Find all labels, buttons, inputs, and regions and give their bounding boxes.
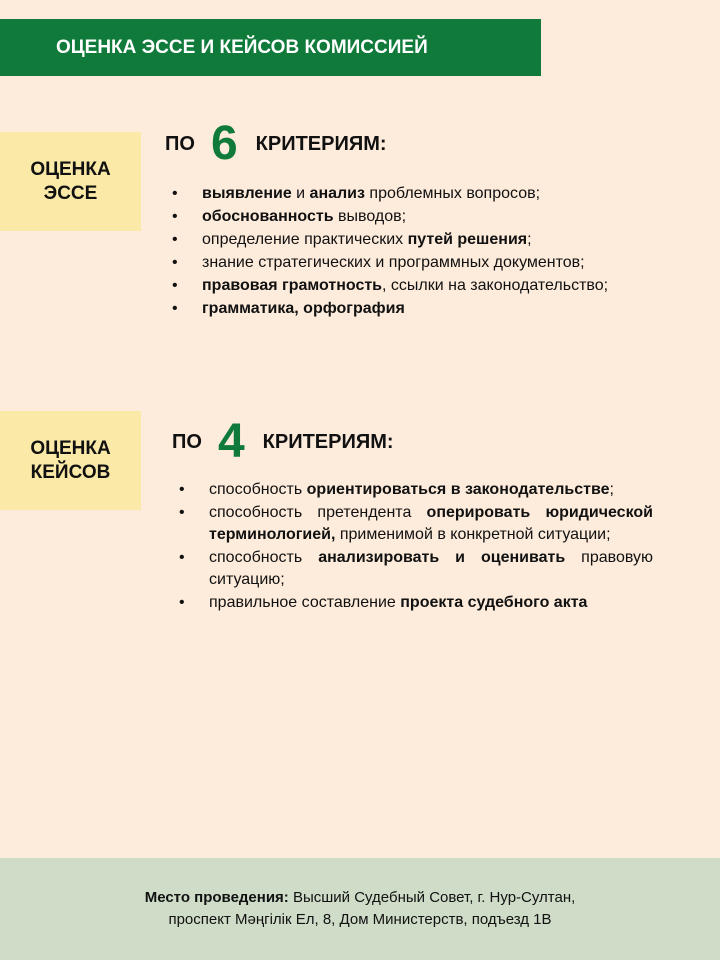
essay-label-line2: ЭССЕ [43,182,98,204]
essay-criteria-heading [165,116,387,172]
cases-criteria-heading [172,414,394,470]
bullet-icon: • [172,254,178,271]
list-item: • способность анализировать и оценивать правовую ситуацию; [179,549,653,588]
cases-heading-suffix: КРИТЕРИЯМ: [262,430,394,453]
essay-label-line1: ОЦЕНКА [30,158,111,180]
list-item: • правильное составление проекта судебного акта [209,592,653,614]
essay-heading-suffix: КРИТЕРИЯМ: [255,132,387,155]
cases-heading-prefix: ПО [172,430,202,453]
list-item: • способность претендента оперировать юридической терминологией, применимой в конкретной ситуации; [179,504,653,543]
list-item: • обоснованность выводов; [202,206,646,228]
bullet-icon: • [172,231,178,248]
bullet-icon: • [179,504,185,521]
essay-label [0,132,141,231]
bullet-icon: • [172,277,178,294]
bullet-icon: • [179,549,185,566]
bullet-icon: • [172,208,178,225]
list-item: • способность ориентироваться в законодательстве; [209,479,653,501]
cases-label-line1: ОЦЕНКА [30,437,111,459]
venue-line-2: проспект Мәңгілік Ел, 8, Дом Министерств, подъезд 1В [168,911,552,928]
venue-line-1: Место проведения: Высший Судебный Совет, г. Нур-Султан, [144,889,576,906]
cases-label [0,411,141,510]
bullet-icon: • [172,185,178,202]
cases-label-line2: КЕЙСОВ [30,461,111,483]
page-title [0,19,541,76]
bullet-icon: • [172,300,178,317]
essay-criteria-list [172,183,646,321]
bullet-icon: • [179,481,185,498]
list-item: • грамматика, орфография [202,298,646,320]
footer-venue [0,858,720,960]
bullet-icon: • [179,594,185,611]
list-item: • выявление и анализ проблемных вопросов; [202,183,646,205]
list-item: • знание стратегических и программных документов; [202,252,646,274]
list-item: • определение практических путей решения; [202,229,646,251]
essay-criteria-count: 6 [210,117,238,170]
list-item: • правовая грамотность, ссылки на законодательство; [202,275,646,297]
cases-criteria-count: 4 [217,415,245,468]
essay-heading-prefix: ПО [165,132,195,155]
page-title-text: ОЦЕНКА ЭССЕ И КЕЙСОВ КОМИССИЕЙ [56,36,428,58]
cases-criteria-list [179,479,653,615]
venue-label: Место проведения: [144,889,289,906]
